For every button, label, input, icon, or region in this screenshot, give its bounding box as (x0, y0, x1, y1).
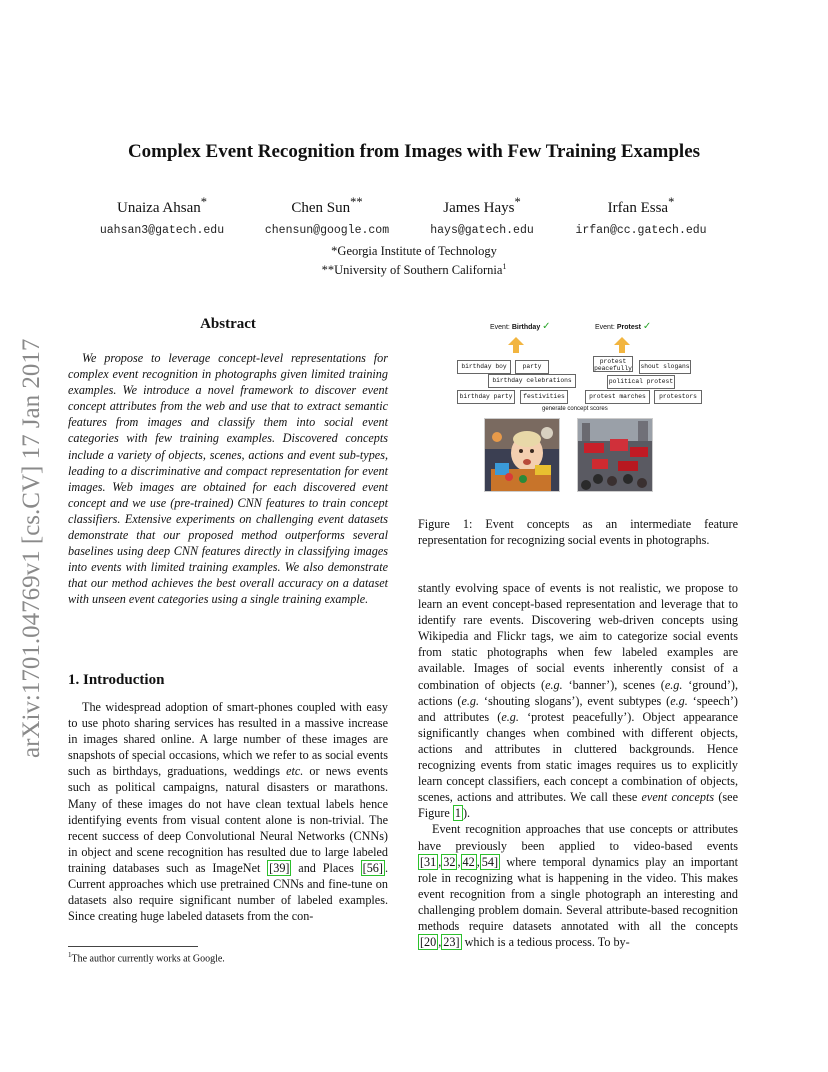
author-3 (392, 195, 572, 237)
author-name: Unaiza Ahsan (117, 200, 201, 216)
citation-link[interactable]: 42 (462, 854, 475, 869)
text-run: or news events such as political campaigns, natural disasters or marathons. Many of these images do not have clean textual labels hence identifying events from visual content alone is non-trivial. The recent success of deep Convolutional Neural Networks (CNNs) in object and scene recognition has resulted due to large labeled training databases such as ImageNet (68, 764, 388, 875)
concept-box: birthday celebrations (488, 374, 576, 388)
event-label-birthday (490, 321, 551, 332)
birthday-photo (484, 418, 560, 492)
text-run-italic: e.g. (461, 693, 480, 708)
author-email: uahsan3@gatech.edu (99, 224, 225, 237)
arxiv-stamp: arXiv:1701.04769v1 [cs.CV] 17 Jan 2017 (18, 338, 45, 758)
check-icon: ✓ (642, 321, 652, 332)
intro-paragraph-1 (68, 699, 388, 924)
author-2 (237, 195, 417, 237)
author-name: James Hays (443, 200, 515, 216)
citation-link[interactable]: [39] (269, 860, 290, 875)
citation-link[interactable]: 23] (443, 935, 460, 950)
text-run: (see Figure (418, 790, 738, 821)
author-email: chensun@google.com (264, 224, 390, 237)
citation-link[interactable]: 32 (443, 854, 456, 869)
concept-box: political protest (607, 375, 675, 389)
event-prefix: Event: (595, 324, 615, 331)
abstract-text: We propose to leverage concept-level representations for complex event recognition in photographs given limited training examples. We introduce a novel framework to discover event concept attributes from the web and use that to extract semantic features from images and classify them into social event categories with few training examples. Discovered concepts include a variety of objects, scenes, actions and event sub-types, leading to a discriminative and compact representation for event images. Web images are obtained for each discovered event concept and we use (pre-trained) CNN features to train concept classifiers. Extensive experiments on challenging event datasets demonstrate that our proposed method outperforms several baselines using deep CNN features directly in classifying images into events with limited training examples. We also demonstrate that our method achieves the best overall accuracy on a dataset with unseen event categories using a single training example. (68, 351, 388, 607)
text-run: Event recognition approaches that use concepts or attributes have previously been applied to video-based events (418, 822, 738, 853)
concept-box: protest marches (585, 390, 650, 404)
citation-link[interactable]: [56] (362, 860, 383, 875)
author-email: hays@gatech.edu (430, 224, 534, 237)
author-mark: * (200, 195, 207, 209)
concept-box: party (515, 360, 549, 374)
affiliation-2 (0, 262, 828, 278)
concept-box: festivities (520, 390, 568, 404)
citation-link[interactable]: [31 (420, 854, 437, 869)
event-name: Birthday (511, 324, 541, 331)
author-4 (551, 195, 731, 237)
arrow-up-icon (507, 336, 525, 354)
text-run: ‘ground’), actions ( (418, 677, 738, 708)
text-run-italic: etc. (286, 764, 304, 779)
event-name: Protest (616, 324, 641, 331)
concept-box: birthday party (457, 390, 515, 404)
intro-heading: 1. Introduction (68, 672, 165, 688)
figure-1 (418, 318, 738, 503)
footnote (68, 951, 225, 964)
author-mark: * (514, 195, 521, 209)
citation-link[interactable]: [20 (420, 935, 437, 950)
text-run: stantly evolving space of events is not realistic, we propose to learn an event concept-based representation and leverage that to identify rare events. Discovering web-driven concepts using Wikipedia and Flickr tags, we aim to categorize social events from static photographs when few labeled examples are available. Images of social events inherently consist of a combination of objects ( (418, 581, 738, 692)
protest-photo (577, 418, 653, 492)
author-name: Chen Sun (291, 200, 351, 216)
event-prefix: Event: (490, 324, 510, 331)
author-mark: * (668, 195, 675, 209)
concept-box: shout slogans (639, 360, 691, 374)
footnote-text: The author currently works at Google. (71, 953, 225, 965)
affiliation-1: *Georgia Institute of Technology (331, 244, 497, 258)
paragraph: Event recognition approaches that use concepts or attributes have previously been applied to video-based events [31 , 32 , 42 , 54] where temporal dynamics play an important role in recognizing what is happening in the video. This makes event recognition from a single photograph an interesting and challenging problem domain. Several attribute-based recognition methods require datasets annotated with all the concepts [20 , 23] which is a tedious process. To by- (418, 822, 738, 950)
footnote-rule (68, 946, 198, 947)
abstract-heading: Abstract (200, 316, 256, 332)
text-run: ‘shouting slogans’), event subtypes ( (479, 693, 671, 708)
text-run-italic: e.g. (670, 693, 688, 708)
text-run-italic: e.g. (501, 709, 519, 724)
concept-box: protestors (654, 390, 702, 404)
paragraph (418, 580, 738, 821)
concept-line: protest (599, 358, 627, 365)
text-run: ). (462, 806, 471, 821)
concept-line: peacefully (594, 365, 632, 372)
footnote-mark: 1 (68, 951, 72, 959)
text-run: The widespread adoption of smart-phones coupled with easy to use photo sharing services has resulted in a massive increase in images shared online. A large number of these images are snapshots of special occasions, which we refer to as social events such as birthdays, graduations, weddings (68, 700, 388, 779)
author-1 (72, 195, 252, 237)
figure-caption: Figure 1: Event concepts as an intermediate feature representation for recognizing social events in photographs. (418, 517, 738, 548)
figure-link[interactable]: 1 (454, 806, 461, 821)
author-name: Irfan Essa (607, 200, 669, 216)
paper-title: Complex Event Recognition from Images with Few Training Examples (127, 141, 701, 162)
text-run: ‘speech’) and attributes ( (418, 693, 738, 724)
text-run: where temporal dynamics play an important role in recognizing what is happening in the video. This makes event recognition from a single photograph an interesting and challenging problem domain. Several attribute-based recognition methods require datasets annotated with all the concepts (418, 854, 738, 933)
text-run: ‘banner’), scenes ( (562, 677, 665, 692)
event-label-protest (595, 321, 651, 332)
concept-box: birthday boy (457, 360, 511, 374)
affiliation-2-text: **University of Southern California (321, 263, 503, 278)
text-run: and Places (291, 860, 361, 875)
author-mark: ** (350, 195, 363, 209)
text-run: which is a tedious process. To by- (461, 935, 630, 950)
text-run-italic: e.g. (664, 677, 683, 692)
author-email: irfan@cc.gatech.edu (575, 224, 707, 237)
text-run: . Current approaches which use pretrained CNNs and fine-tune on datasets also require significant number of labeled examples. Since creating huge labeled datasets from the con- (68, 860, 388, 924)
affiliation-footnote-mark: 1 (502, 262, 507, 271)
concept-box (593, 356, 633, 372)
right-column-text (418, 580, 738, 950)
check-icon: ✓ (542, 321, 551, 332)
text-run-italic: e.g. (545, 677, 563, 692)
citation-link[interactable]: 54] (481, 854, 499, 869)
arrow-up-icon (613, 336, 631, 354)
generate-scores-label: generate concept scores (542, 406, 608, 412)
text-run: ‘protest peacefully’). Object appearance significantly changes when combined with different objects, actions and attributes in cluttered backgrounds. Hence recognizing events from static images requires us to explicitly learn concept classifiers, each concept a combination of objects, scenes, actions and attributes. We call these (418, 709, 738, 805)
text-run-italic: event concepts (641, 790, 715, 805)
